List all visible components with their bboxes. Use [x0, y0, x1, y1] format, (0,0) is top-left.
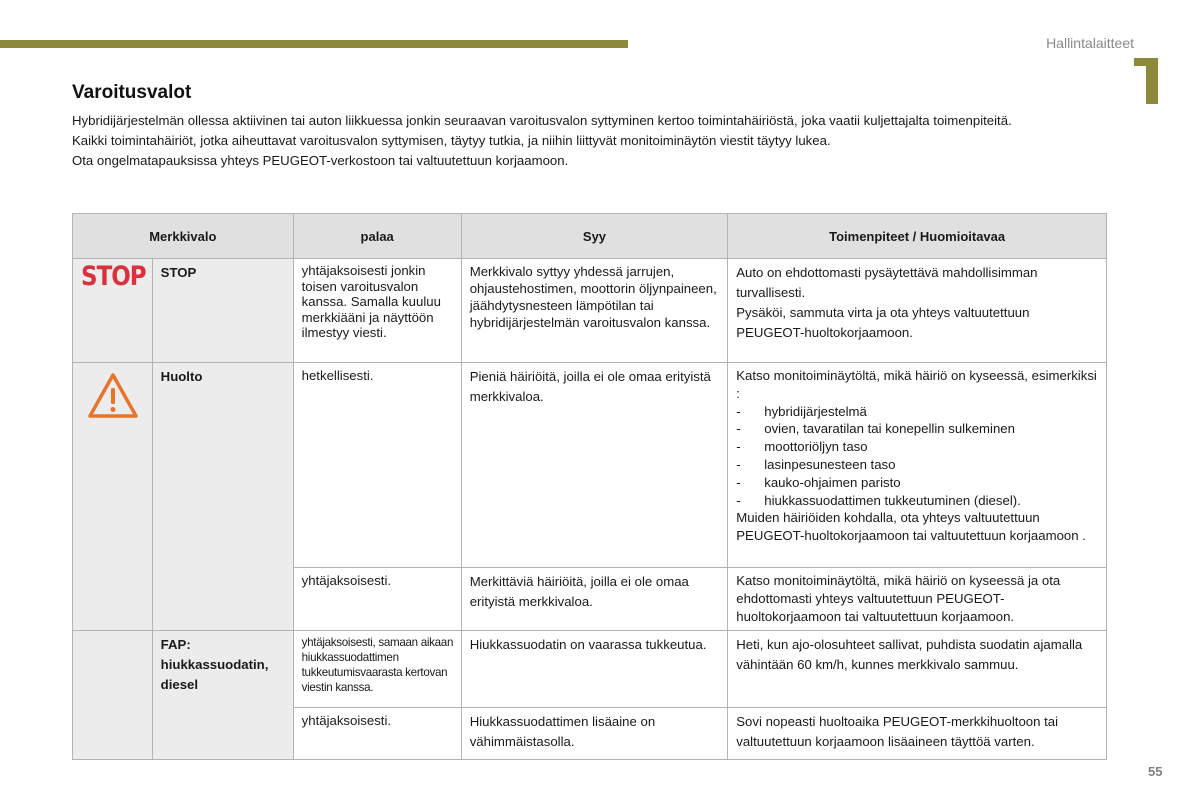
- intro-paragraph: Kaikki toimintahäiriöt, jotka aiheuttavat varoitusvalon syttymisen, täytyy tutkia, ja niihin liittyvät monitoiminäytön viestit täytyy lukea.: [72, 133, 831, 148]
- action-fap-warning: Heti, kun ajo-olosuhteet sallivat, puhdista suodatin ajamalla vähintään 60 km/h, kunnes merkkivalo sammuu.: [728, 631, 1107, 708]
- stop-icon-cell: [73, 259, 153, 363]
- list-item: - hybridijärjestelmä: [736, 403, 867, 419]
- list-item: - moottoriöljyn taso: [736, 439, 868, 455]
- column-header-action: Toimenpiteet / Huomioitavaa: [728, 214, 1107, 259]
- burns-service-continuous: yhtäjaksoisesti.: [293, 568, 461, 631]
- intro-paragraph: Ota ongelmatapauksissa yhteys PEUGEOT-verkostoon tai valtuutettuun korjaamoon.: [72, 153, 569, 168]
- column-header-cause: Syy: [461, 214, 728, 259]
- light-name-stop: STOP: [152, 259, 293, 363]
- list-item: - ovien, tavaratilan tai konepellin sulkeminen: [736, 421, 1015, 437]
- list-item: - kauko-ohjaimen paristo: [736, 474, 901, 490]
- intro-paragraph: Hybridijärjestelmän ollessa aktiivinen tai auton liikkuessa jonkin seuraavan varoitusvalon syttyminen kertoo toimintahäiriöstä, joka vaatii kuljettajalta toimenpiteitä.: [72, 113, 1012, 128]
- burns-stop: yhtäjaksoisesti jonkin toisen varoitusvalon kanssa. Samalla kuuluu merkkiääni ja näyttöön ilmestyy viesti.: [293, 259, 461, 363]
- page-number: 55: [1148, 764, 1163, 779]
- table-header-row: [73, 214, 1107, 259]
- section-title: Hallintalaitteet: [1046, 35, 1134, 51]
- warning-triangle-icon: [87, 371, 139, 419]
- action-intro: Katso monitoiminäytöltä, mikä häiriö on kyseessä, esimerkiksi :: [736, 368, 1097, 401]
- fap-icon-cell: [73, 631, 153, 760]
- burns-fap-additive: yhtäjaksoisesti.: [293, 708, 461, 760]
- cause-fap-warning: Hiukkassuodatin on vaarassa tukkeutua.: [461, 631, 728, 708]
- service-icon-cell: [73, 363, 153, 631]
- light-name-fap: FAP: hiukkassuodatin, diesel: [152, 631, 293, 760]
- cause-stop: Merkkivalo syttyy yhdessä jarrujen, ohjaustehostimen, moottorin öljynpaineen, jäähdytysnesteen lämpötilan tai hybridijärjestelmän varoitusvalon kanssa.: [461, 259, 728, 363]
- action-outro: Muiden häiriöiden kohdalla, ota yhteys valtuutettuun PEUGEOT-huoltokorjaamoon tai valtuutettuun korjaamoon .: [736, 510, 1086, 544]
- burns-fap-warning: yhtäjaksoisesti, samaan aikaan hiukkassuodattimen tukkeutumisvaarasta kertovan viestin kanssa.: [293, 631, 461, 708]
- page-title: Varoitusvalot: [72, 82, 192, 103]
- table-row-service-momentary: [73, 363, 1107, 568]
- header-accent-bar: [0, 40, 628, 48]
- list-item: - lasinpesunesteen taso: [736, 456, 896, 472]
- cause-service-continuous: Merkittäviä häiriöitä, joilla ei ole omaa erityistä merkkivaloa.: [461, 568, 728, 631]
- action-stop-line: Pysäköi, sammuta virta ja ota yhteys valtuutettuun PEUGEOT-huoltokorjaamoon.: [736, 305, 1030, 340]
- action-stop-line: Auto on ehdottomasti pysäytettävä mahdollisimman turvallisesti.: [736, 265, 1038, 300]
- light-name-service: Huolto: [152, 363, 293, 631]
- warning-lights-table: [72, 213, 1107, 760]
- intro-text: [72, 111, 1112, 171]
- action-service-momentary: [728, 363, 1107, 568]
- action-fap-additive: Sovi nopeasti huoltoaika PEUGEOT-merkkihuoltoon tai valtuutettuun korjaamoon lisäaineen täyttöä varten.: [728, 708, 1107, 760]
- action-stop: [728, 259, 1107, 363]
- stop-icon: STOP: [81, 261, 146, 292]
- table-row-fap-warning: [73, 631, 1107, 708]
- cause-service-momentary: Pieniä häiriöitä, joilla ei ole omaa erityistä merkkivaloa.: [461, 363, 728, 568]
- chapter-number-marker: [1134, 58, 1158, 104]
- cause-fap-additive: Hiukkassuodattimen lisäaine on vähimmäistasolla.: [461, 708, 728, 760]
- burns-service-momentary: hetkellisesti.: [293, 363, 461, 568]
- list-item: - hiukkassuodattimen tukkeutuminen (diesel).: [736, 492, 1021, 508]
- action-service-continuous: Katso monitoiminäytöltä, mikä häiriö on kyseessä ja ota ehdottomasti yhteys valtuutettuun PEUGEOT-huoltokorjaamoon tai valtuutettuun korjaamoon.: [728, 568, 1107, 631]
- table-row-stop: [73, 259, 1107, 363]
- column-header-light: Merkkivalo: [73, 214, 294, 259]
- column-header-burns: palaa: [293, 214, 461, 259]
